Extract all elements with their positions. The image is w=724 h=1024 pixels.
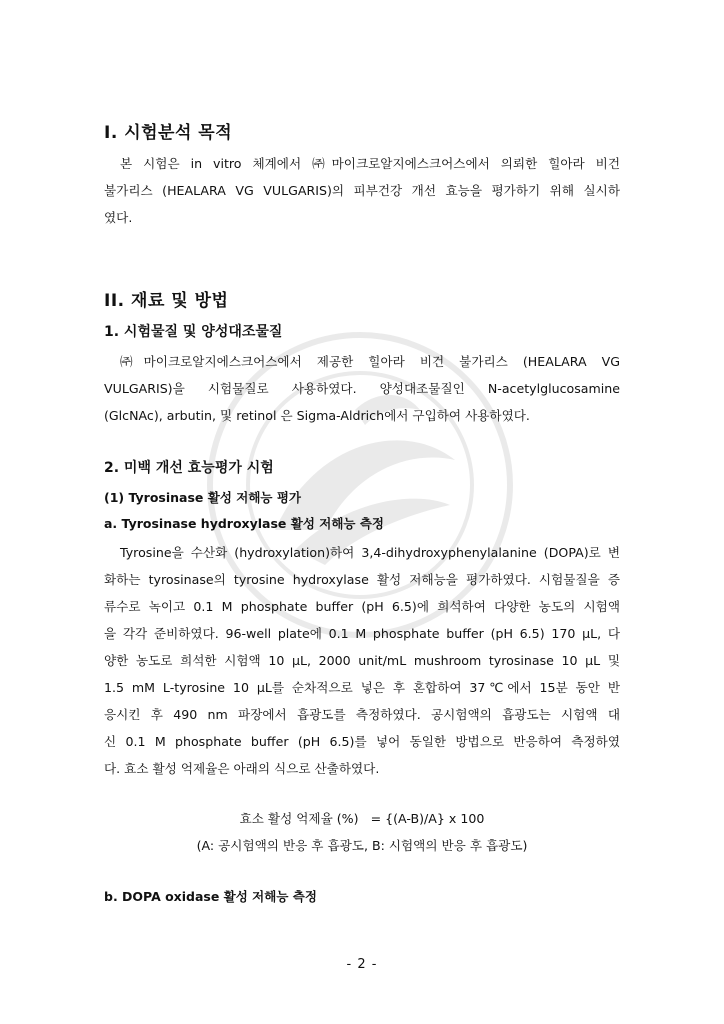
section2-title: II. 재료 및 방법 <box>104 291 229 311</box>
section1-line-1: 본 시험은 in vitro 체계에서 ㈜마이크로알지에스크어스에서 의뢰한 힐아라 비건 <box>120 156 620 171</box>
sub2-title: 2. 미백 개선 효능평가 시험 <box>104 460 274 476</box>
section1-line-2: 불가리스 (HEALARA VG VULGARIS)의 피부건강 개선 효능을 평가하기 위해 실시하 <box>104 183 620 198</box>
sub2-itemA-heading: a. Tyrosinase hydroxylase 활성 저해능 측정 <box>104 516 384 531</box>
page-number: - 2 - <box>346 957 378 972</box>
method-line-5: 양한 농도로 희석한 시험액 10 μL, 2000 unit/mL mushroom tyrosinase 10 μL 및 <box>104 653 620 668</box>
sub1-line-1: ㈜마이크로알지에스크어스에서 제공한 힐아라 비건 불가리스 (HEALARA VG <box>120 354 620 369</box>
method-line-9: 다. 효소 활성 억제율은 아래의 식으로 산출하였다. <box>104 761 380 776</box>
sub1-title: 1. 시험물질 및 양성대조물질 <box>104 324 283 340</box>
sub2-itemB-heading: b. DOPA oxidase 활성 저해능 측정 <box>104 889 317 904</box>
method-line-7: 응시킨 후 490 nm 파장에서 흡광도를 측정하였다. 공시험액의 흡광도는 시험액 대 <box>104 707 620 722</box>
section1-line-3: 였다. <box>104 210 133 225</box>
formula-note: (A: 공시험액의 반응 후 흡광도, B: 시험액의 반응 후 흡광도) <box>196 838 528 853</box>
method-line-1: Tyrosine을 수산화 (hydroxylation)하여 3,4-dihydroxyphenylalanine (DOPA)로 변 <box>120 545 620 560</box>
formula: 효소 활성 억제율 (%) = {(A-B)/A} x 100 <box>239 811 485 826</box>
university-seal-watermark <box>205 330 515 640</box>
method-line-2: 화하는 tyrosinase의 tyrosine hydroxylase 활성 저해능을 평가하였다. 시험물질을 증 <box>104 572 620 587</box>
sub1-line-3: (GlcNAc), arbutin, 및 retinol 은 Sigma-Aldrich에서 구입하여 사용하였다. <box>104 408 530 423</box>
section1-title: I. 시험분석 목적 <box>104 123 233 143</box>
method-line-6: 1.5 mM L-tyrosine 10 μL를 순차적으로 넣은 후 혼합하여 37℃에서 15분 동안 반 <box>104 680 620 695</box>
method-line-8: 신 0.1 M phosphate buffer (pH 6.5)를 넣어 동일한 방법으로 반응하여 측정하였 <box>104 734 620 749</box>
method-line-3: 류수로 녹이고 0.1 M phosphate buffer (pH 6.5)에 희석하여 다양한 농도의 시험액 <box>104 599 620 614</box>
method-line-4: 을 각각 준비하였다. 96-well plate에 0.1 M phosphate buffer (pH 6.5) 170 μL, 다 <box>104 626 620 641</box>
sub1-line-2: VULGARIS)을 시험물질로 사용하였다. 양성대조물질인 N-acetylglucosamine <box>104 381 620 396</box>
sub2-item1-heading: (1) Tyrosinase 활성 저해능 평가 <box>104 490 301 505</box>
